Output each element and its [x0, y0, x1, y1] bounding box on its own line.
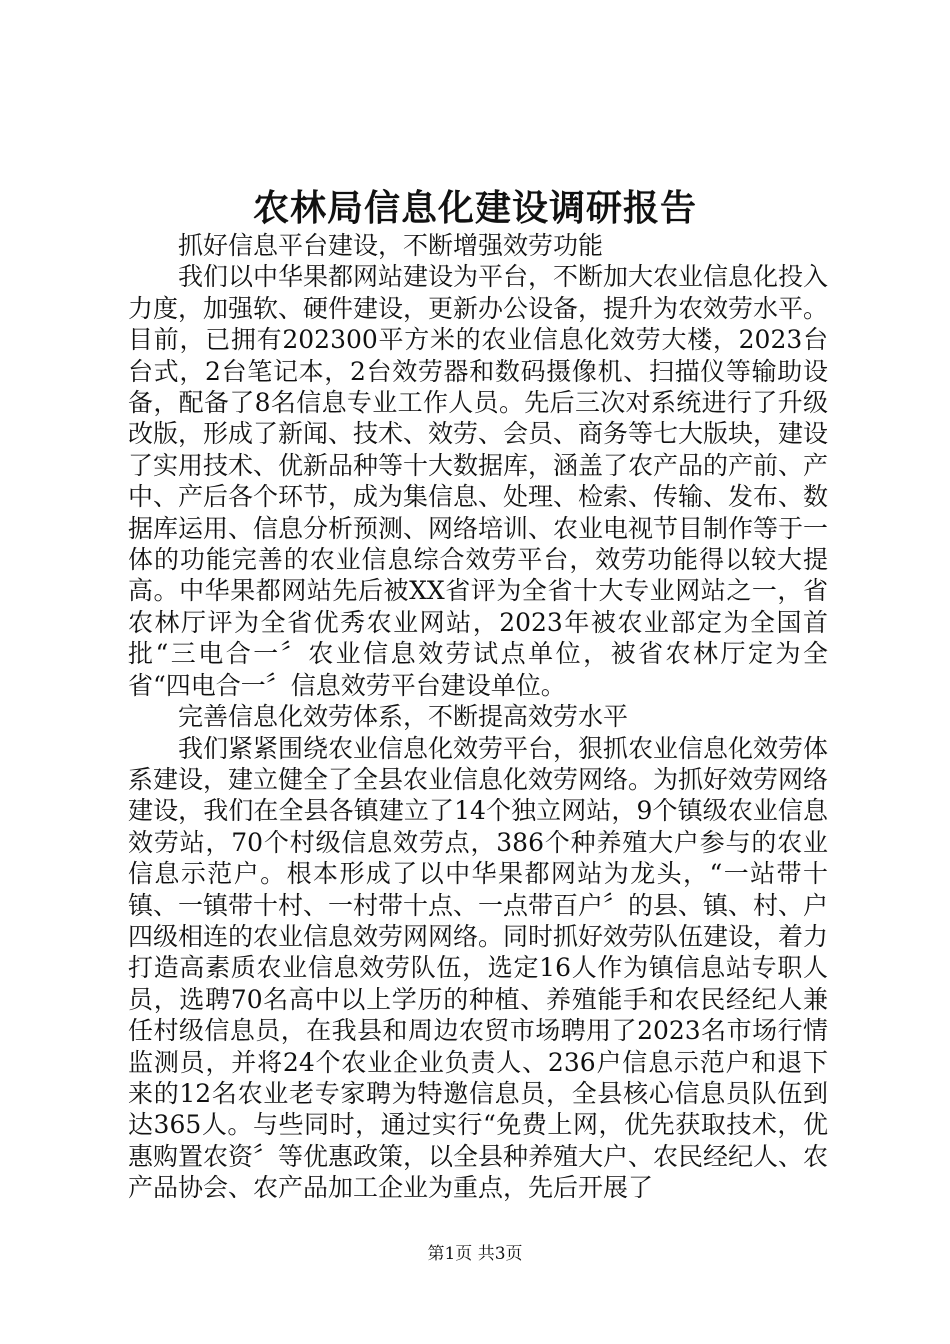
body-paragraph: 我们紧紧围绕农业信息化效劳平台，狠抓农业信息化效劳体系建设，建立健全了全县农业信息化效劳网络。为抓好效劳网络建设，我们在全县各镇建立了14个独立网站，9个镇级农业信息效劳站，70个村级信息效劳点，386个种养殖大户参与的农业信息示范户。根本形成了以中华果都网站为龙头，“一站带十镇、一镇带十村、一村带十点、一点带百户〞的县、镇、村、户四级相连的农业信息效劳网网络。同时抓好效劳队伍建设，着力打造高素质农业信息效劳队伍，选定16人作为镇信息站专职人员，选聘70名高中以上学历的种植、养殖能手和农民经纪人兼任村级信息员，在我县和周边农贸市场聘用了2023名市场行情监测员，并将24个农业企业负责人、236户信息示范户和退下来的12名农业老专家聘为特邀信息员，全县核心信息员队伍到达365人。与些同时，通过实行“免费上网，优先获取技术，优惠购置农资〞等优惠政策，以全县种养殖大户、农民经纪人、农产品协会、农产品加工企业为重点，先后开展了: [128, 733, 829, 1203]
section-heading: 抓好信息平台建设，不断增强效劳功能: [178, 231, 604, 260]
document-title: 农林局信息化建设调研报告: [252, 187, 697, 229]
page-footer: 第1页 共3页: [427, 1244, 523, 1264]
body-paragraph: 我们以中华果都网站建设为平台，不断加大农业信息化投入力度，加强软、硬件建设，更新办公设备，提升为农效劳水平。目前，已拥有202300平方米的农业信息化效劳大楼，2023台台式，2台笔记本，2台效劳器和数码摄像机、扫描仪等输助设备，配备了8名信息专业工作人员。先后三次对系统进行了升级改版，形成了新闻、技术、效劳、会员、商务等七大版块，建设了实用技术、优新品种等十大数据库，涵盖了农产品的产前、产中、产后各个环节，成为集信息、处理、检索、传输、发布、数据库运用、信息分析预测、网络培训、农业电视节目制作等于一体的功能完善的农业信息综合效劳平台，效劳功能得以较大提高。中华果都网站先后被XX省评为全省十大专业网站之一，省农林厅评为全省优秀农业网站，2023年被农业部定为全国首批“三电合一〞农业信息效劳试点单位，被省农林厅定为全省“四电合一〞信息效劳平台建设单位。: [128, 262, 829, 700]
section-heading: 完善信息化效劳体系，不断提高效劳水平: [178, 702, 629, 732]
document-body: [128, 230, 828, 1204]
